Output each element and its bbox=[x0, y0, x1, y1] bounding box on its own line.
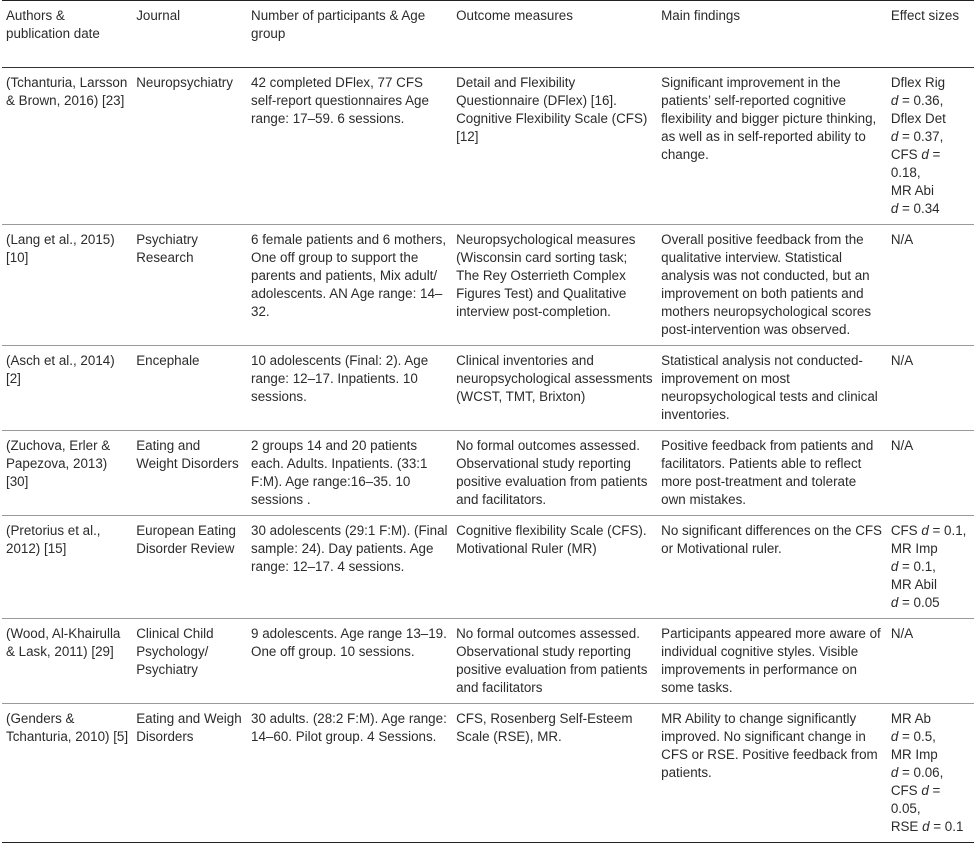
cell-findings: Positive feedback from patients and facilitators. Patients able to reflect more post-treatment and tolerate own mistakes. bbox=[661, 438, 874, 507]
cell-findings: Participants appeared more aware of individual cognitive styles. Visible improvements in performance on some tasks. bbox=[661, 626, 881, 695]
header-authors: Authors & publication date bbox=[6, 8, 100, 41]
effect-size-line: N/A bbox=[890, 232, 914, 247]
header-journal: Journal bbox=[136, 8, 181, 23]
cell-journal: Eating and Weigh Disorders bbox=[136, 711, 242, 744]
effect-size-line: Dflex Det bbox=[890, 111, 946, 126]
cell-participants: 30 adults. (28:2 F:M). Age range: 14–60. Pilot group. 4 Sessions. bbox=[251, 711, 447, 744]
cell-findings: Overall positive feedback from the qualitative interview. Statistical analysis was not conducted, but an improvement on both patients and mothers neuropsychological scores post-intervention was observed. bbox=[661, 232, 872, 337]
cell-outcomes: CFS, Rosenberg Self-Esteem Scale (RSE), MR. bbox=[456, 711, 633, 744]
table-body bbox=[2, 68, 974, 843]
cell-participants: 42 completed DFlex, 77 CFS self-report questionnaires Age range: 17–59. 6 sessions. bbox=[251, 75, 429, 126]
cell-journal: European Eating Disorder Review bbox=[136, 523, 236, 556]
effect-size-line: MR Imp bbox=[890, 747, 938, 762]
cell-participants: 9 adolescents. Age range 13–19. One off group. 10 sessions. bbox=[251, 626, 447, 659]
cell-outcomes: Clinical inventories and neuropsychological assessments (WCST, TMT, Brixton) bbox=[456, 353, 653, 404]
cell-outcomes: Detail and Flexibility Questionnaire (DFlex) [16]. Cognitive Flexibility Scale (CFS) [12] bbox=[456, 75, 648, 144]
table-row bbox=[2, 346, 974, 431]
cell-participants: 6 female patients and 6 mothers, One off group to support the parents and patients, Mix adult/ adolescents. AN Age range: 14–32. bbox=[251, 232, 447, 319]
effect-size-line: d = 0.36, bbox=[890, 93, 944, 108]
cell-journal: Encephale bbox=[136, 353, 200, 368]
header-participants: Number of participants & Age group bbox=[251, 8, 426, 41]
table-row bbox=[2, 619, 974, 704]
cell-outcomes: No formal outcomes assessed. Observational study reporting positive evaluation from patients and facilitators bbox=[456, 626, 648, 695]
effect-size-line: MR Abi bbox=[890, 183, 934, 198]
cell-findings: No significant differences on the CFS or Motivational ruler. bbox=[661, 523, 882, 556]
studies-table bbox=[2, 0, 974, 843]
effect-size-line: RSE d = 0.1 bbox=[890, 819, 964, 834]
cell-effects bbox=[887, 68, 974, 225]
header-effects: Effect sizes bbox=[890, 8, 960, 23]
header-findings: Main findings bbox=[661, 8, 741, 23]
table-row bbox=[2, 225, 974, 346]
cell-findings: Significant improvement in the patients’ self-reported cognitive flexibility and bigger picture thinking, as well as in self-reported ability to change. bbox=[661, 75, 877, 162]
cell-authors: (Tchanturia, Larsson & Brown, 2016) [23] bbox=[6, 75, 128, 108]
cell-findings: Statistical analysis not conducted-improvement on most neuropsychological tests and clinical inventories. bbox=[661, 353, 878, 422]
effect-size-line: N/A bbox=[890, 353, 914, 368]
effect-size-line: MR Abil bbox=[890, 577, 937, 592]
cell-outcomes: Cognitive flexibility Scale (CFS). Motivational Ruler (MR) bbox=[456, 523, 647, 556]
cell-authors: (Genders & Tchanturia, 2010) [5] bbox=[6, 711, 129, 744]
cell-authors: (Asch et al., 2014) [2] bbox=[6, 353, 115, 386]
header-row bbox=[2, 1, 974, 68]
cell-participants: 2 groups 14 and 20 patients each. Adults. Inpatients. (33:1 F:M). Age range:16–35. 10 sessions . bbox=[251, 438, 428, 507]
cell-authors: (Wood, Al-Khairulla & Lask, 2011) [29] bbox=[6, 626, 121, 659]
cell-effects bbox=[887, 346, 974, 431]
cell-effects bbox=[887, 225, 974, 346]
cell-effects bbox=[887, 704, 974, 843]
cell-findings: MR Ability to change significantly improved. No significant change in CFS or RSE. Positive feedback from patients. bbox=[661, 711, 878, 780]
effect-size-line: d = 0.1, bbox=[890, 559, 936, 574]
effect-size-line: MR Ab bbox=[890, 711, 931, 726]
effect-size-line: Dflex Rig bbox=[890, 75, 946, 90]
cell-effects bbox=[887, 431, 974, 516]
cell-effects bbox=[887, 516, 974, 619]
cell-journal: Neuropsychiatry bbox=[136, 75, 233, 90]
cell-participants: 10 adolescents (Final: 2). Age range: 12–17. Inpatients. 10 sessions. bbox=[251, 353, 429, 404]
effect-size-line: d = 0.34 bbox=[890, 201, 940, 216]
header-outcomes: Outcome measures bbox=[456, 8, 573, 23]
cell-journal: Clinical Child Psychology/ Psychiatry bbox=[136, 626, 214, 677]
cell-outcomes: No formal outcomes assessed. Observational study reporting positive evaluation from patients and facilitators. bbox=[456, 438, 648, 507]
cell-journal: Eating and Weight Disorders bbox=[136, 438, 239, 471]
table-row bbox=[2, 431, 974, 516]
effect-size-line: N/A bbox=[890, 438, 914, 453]
cell-authors: (Zuchova, Erler & Papezova, 2013) [30] bbox=[6, 438, 111, 489]
effect-size-line: N/A bbox=[890, 626, 914, 641]
effect-size-line: CFS d = 0.1, bbox=[890, 523, 967, 538]
effect-size-line: d = 0.37, bbox=[890, 129, 944, 144]
cell-participants: 30 adolescents (29:1 F:M). (Final sample: 24). Day patients. Age range: 12–17. 4 sessions. bbox=[251, 523, 448, 574]
effect-size-line: d = 0.05 bbox=[890, 595, 940, 610]
effect-size-line: MR Imp bbox=[890, 541, 938, 556]
cell-authors: (Lang et al., 2015) [10] bbox=[6, 232, 115, 265]
effect-size-line: d = 0.5, bbox=[890, 729, 936, 744]
table-row bbox=[2, 516, 974, 619]
table-row bbox=[2, 68, 974, 225]
cell-effects bbox=[887, 619, 974, 704]
cell-journal: Psychiatry Research bbox=[136, 232, 198, 265]
effect-size-line: CFS d = 0.05, bbox=[890, 783, 941, 816]
effect-size-line: CFS d = 0.18, bbox=[890, 147, 941, 180]
cell-outcomes: Neuropsychological measures (Wisconsin card sorting task; The Rey Osterrieth Complex Figures Test) and Qualitative interview post-completion. bbox=[456, 232, 636, 319]
table-row bbox=[2, 704, 974, 843]
cell-authors: (Pretorius et al., 2012) [15] bbox=[6, 523, 101, 556]
effect-size-line: d = 0.06, bbox=[890, 765, 944, 780]
